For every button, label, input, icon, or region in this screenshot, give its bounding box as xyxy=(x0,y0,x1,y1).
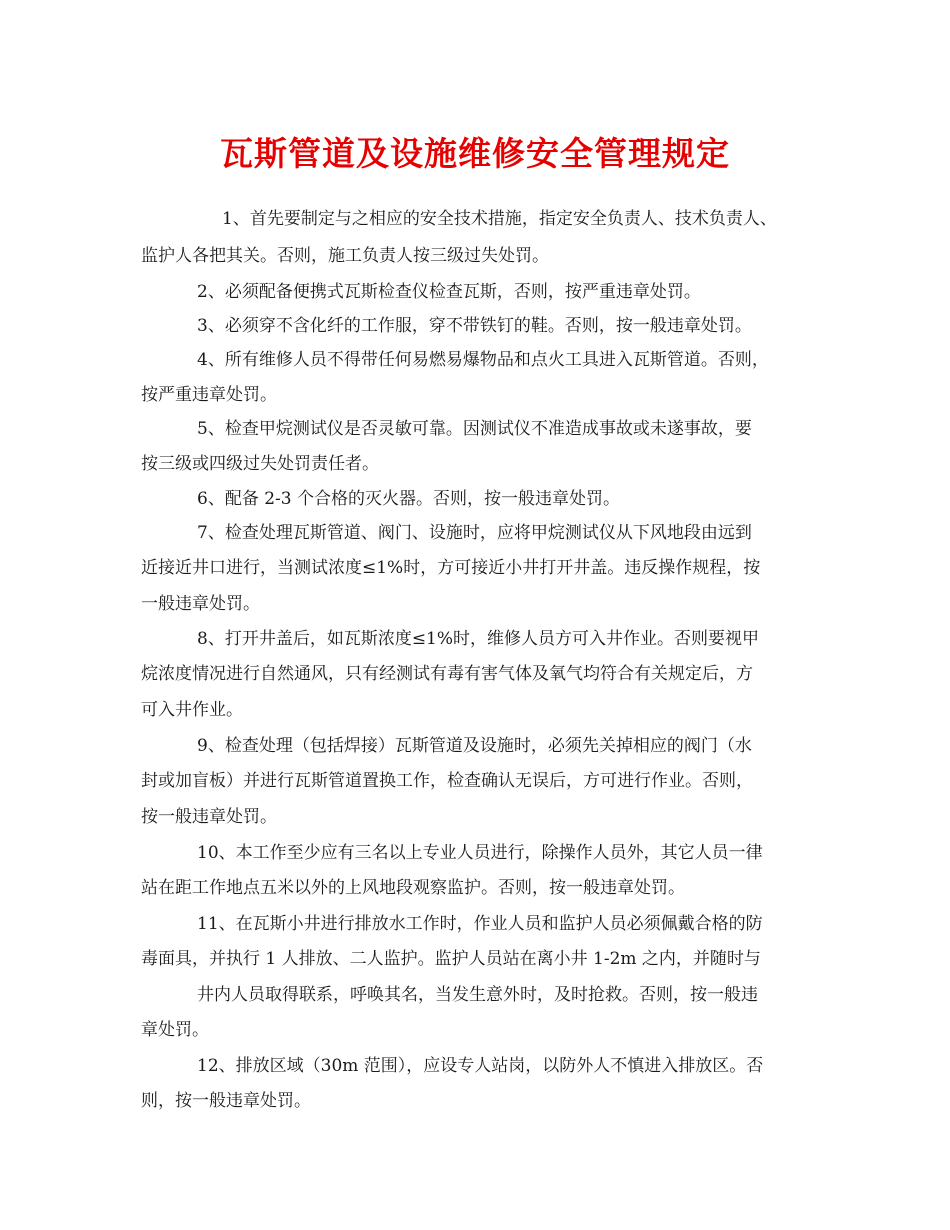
body-line: 井内人员取得联系，呼唤其名，当发生意外时，及时抢救。否则，按一般违 xyxy=(197,985,758,1005)
body-line: 4、所有维修人员不得带任何易燃易爆物品和点火工具进入瓦斯管道。否则， xyxy=(197,350,769,370)
body-line: 近接近井口进行，当测试浓度≤1%时，方可接近小井打开井盖。违反操作规程，按 xyxy=(141,558,761,578)
body-line: 封或加盲板）并进行瓦斯管道置换工作，检查确认无误后，方可进行作业。否则， xyxy=(141,771,753,791)
body-line: 可入井作业。 xyxy=(141,700,243,720)
body-line: 5、检查甲烷测试仪是否灵敏可靠。因测试仪不准造成事故或未遂事故，要 xyxy=(197,419,752,439)
body-line: 8、打开井盖后，如瓦斯浓度≤1%时，维修人员方可入井作业。否则要视甲 xyxy=(197,629,760,649)
body-line: 则，按一般违章处罚。 xyxy=(141,1091,311,1111)
body-line: 2、必须配备便携式瓦斯检查仪检查瓦斯，否则，按严重违章处罚。 xyxy=(197,282,701,302)
body-line: 12、排放区域（30m 范围），应设专人站岗，以防外人不慎进入排放区。否 xyxy=(197,1056,764,1076)
body-line: 6、配备 2-3 个合格的灭火器。否则，按一般违章处罚。 xyxy=(197,489,620,509)
body-line: 章处罚。 xyxy=(141,1020,209,1040)
body-line: 11、在瓦斯小井进行排放水工作时，作业人员和监护人员必须佩戴合格的防 xyxy=(197,914,763,934)
body-line: 毒面具，并执行 1 人排放、二人监护。监护人员站在离小井 1-2m 之内，并随时与 xyxy=(141,949,761,969)
body-line: 按严重违章处罚。 xyxy=(141,385,277,405)
body-line: 9、检查处理（包括焊接）瓦斯管道及设施时，必须先关掉相应的阀门（水 xyxy=(197,736,752,756)
body-line: 烷浓度情况进行自然通风，只有经测试有毒有害气体及氧气均符合有关规定后，方 xyxy=(141,664,753,684)
body-line: 按一般违章处罚。 xyxy=(141,807,277,827)
body-line: 站在距工作地点五米以外的上风地段观察监护。否则，按一般违章处罚。 xyxy=(141,878,685,898)
body-line: 10、本工作至少应有三名以上专业人员进行，除操作人员外，其它人员一律 xyxy=(197,843,763,863)
body-line: 1、首先要制定与之相应的安全技术措施，指定安全负责人、技术负责人、 xyxy=(222,209,777,229)
body-line: 一般违章处罚。 xyxy=(141,594,260,614)
document-title: 瓦斯管道及设施维修安全管理规定 xyxy=(220,134,730,173)
body-line: 按三级或四级过失处罚责任者。 xyxy=(141,454,379,474)
body-line: 监护人各把其关。否则，施工负责人按三级过失处罚。 xyxy=(141,246,549,266)
body-line: 3、必须穿不含化纤的工作服，穿不带铁钉的鞋。否则，按一般违章处罚。 xyxy=(197,316,752,336)
body-line: 7、检查处理瓦斯管道、阀门、设施时，应将甲烷测试仪从下风地段由远到 xyxy=(197,523,752,543)
